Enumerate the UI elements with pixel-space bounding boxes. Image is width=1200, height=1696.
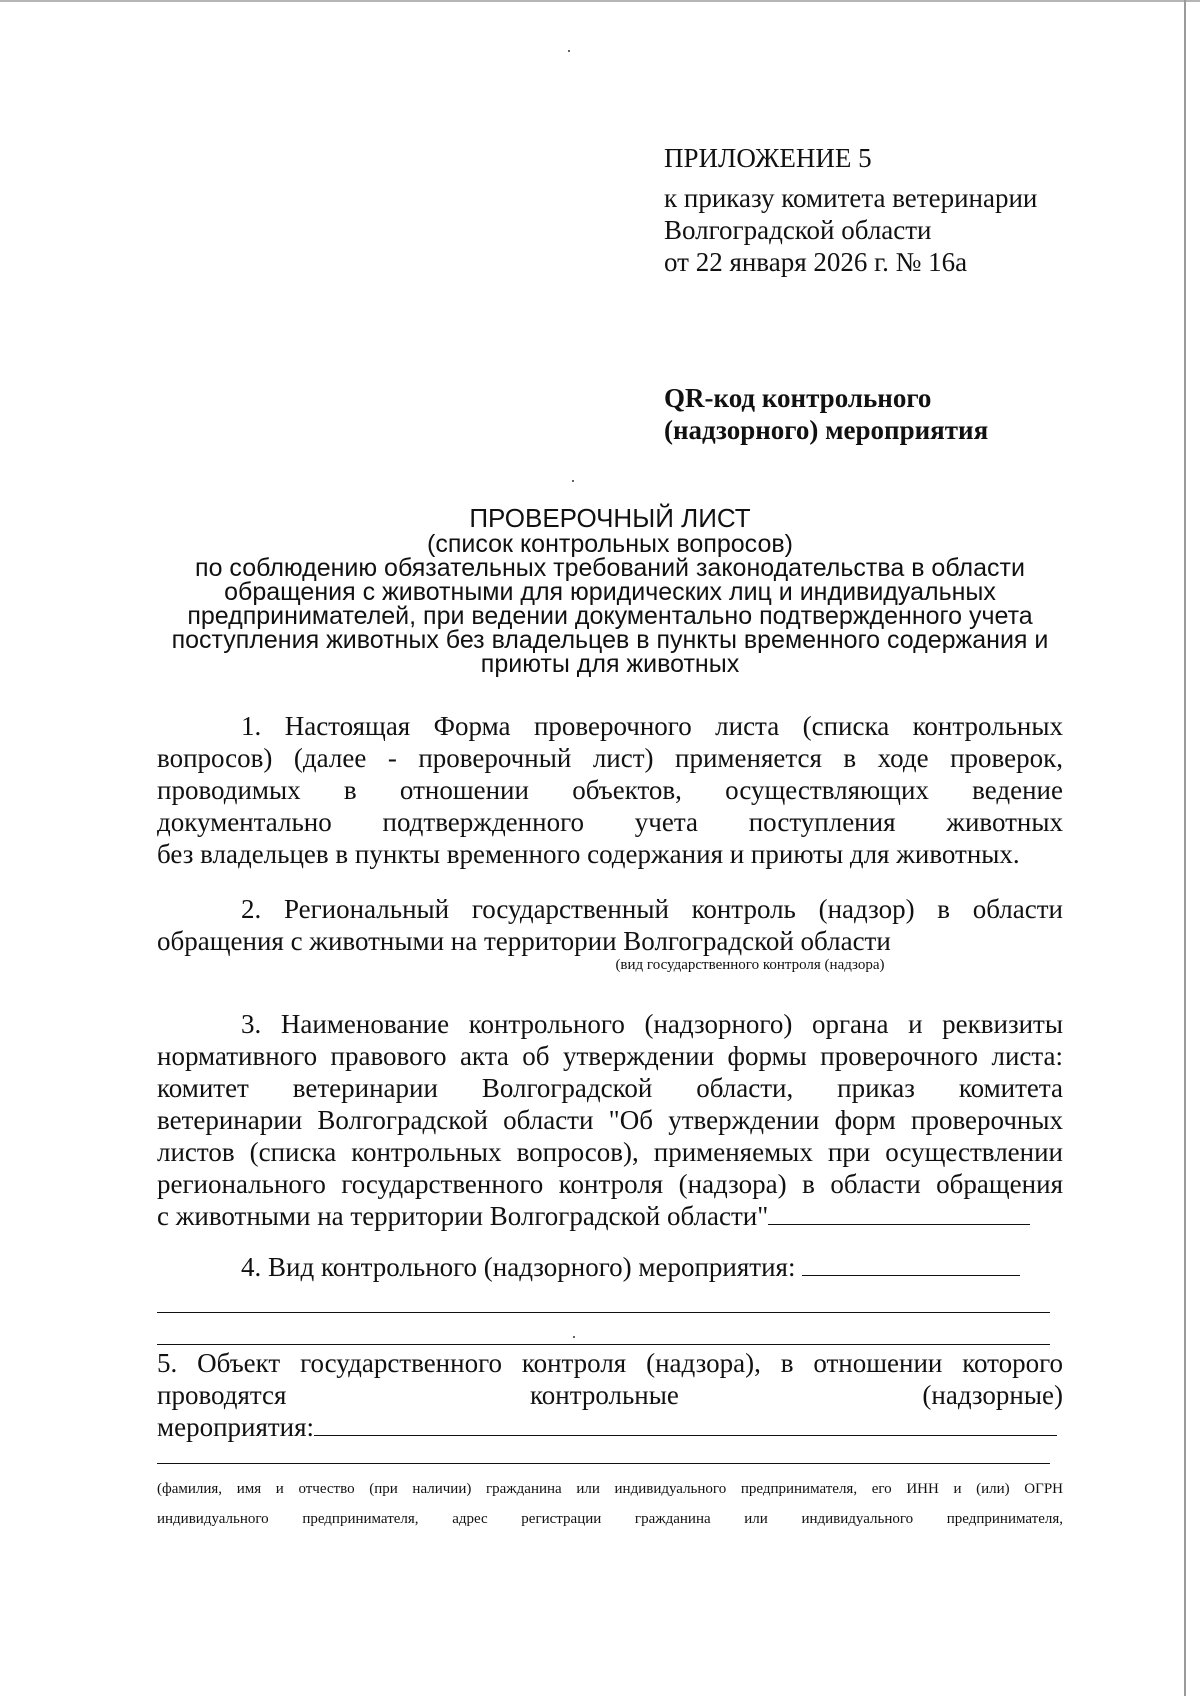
document-title-line: поступления животных без владельцев в пункты временного содержания и (171, 626, 1049, 654)
paragraph-text: мероприятия: (157, 1412, 315, 1442)
section-3 (157, 1008, 1063, 1232)
section-2 (157, 893, 1063, 974)
event-type-label: 4. Вид контрольного (надзорного) мероприятия: (241, 1252, 796, 1282)
paragraph-line: без владельцев в пункты временного содержания и приюты для животных. (157, 839, 1020, 869)
scan-top-edge (0, 0, 1200, 2)
document-title-line: (список контрольных вопросов) (427, 530, 793, 558)
appendix-header (664, 142, 1037, 278)
scan-speck (568, 50, 570, 52)
control-object-blank[interactable] (314, 1411, 1057, 1436)
scan-right-edge (1184, 0, 1186, 1696)
event-type-blank[interactable] (802, 1251, 1020, 1276)
paragraph-line: вопросов) (далее - проверочный лист) применяется в ходе проверок, (157, 743, 1063, 773)
appendix-line: от 22 января 2026 г. № 16а (664, 247, 968, 277)
section-4 (157, 1251, 1063, 1283)
control-type-caption: (вид государственного контроля (надзора) (615, 957, 885, 973)
paragraph-line: 5. Объект государственного контроля (надзора), в отношении которого (157, 1348, 1063, 1378)
appendix-title: ПРИЛОЖЕНИЕ 5 (664, 143, 872, 173)
paragraph-line-with-blank (157, 1200, 1063, 1232)
footnote-line: индивидуального предпринимателя, адрес регистрации гражданина или индивидуального предпринимателя, (157, 1511, 1063, 1527)
document-title-line: по соблюдению обязательных требований законодательства в области (195, 554, 1025, 582)
paragraph-text: с животными на территории Волгоградской области" (157, 1201, 769, 1231)
paragraph-line-with-blank (157, 1411, 1063, 1443)
document-title-line: предпринимателей, при ведении документально подтвержденного учета (187, 602, 1033, 630)
footnote-line: (фамилия, имя и отчество (при наличии) гражданина или индивидуального предпринимателя, его ИНН и (или) ОГРН (157, 1481, 1063, 1497)
paragraph-line: 1. Настоящая Форма проверочного листа (списка контрольных (241, 711, 1063, 741)
fill-in-rule[interactable] (157, 1344, 1050, 1345)
paragraph-line: проводимых в отношении объектов, осуществляющих ведение (157, 775, 1063, 805)
appendix-line: к приказу комитета ветеринарии (664, 183, 1038, 213)
paragraph-line: ветеринарии Волгоградской области "Об утверждении форм проверочных (157, 1105, 1063, 1135)
scan-speck (572, 480, 574, 482)
appendix-line: Волгоградской области (664, 215, 932, 245)
document-title-line: приюты для животных (480, 650, 740, 678)
fill-in-rule[interactable] (157, 1463, 1050, 1464)
paragraph-line: обращения с животными на территории Волгоградской области (157, 926, 891, 956)
section-5 (157, 1347, 1063, 1443)
paragraph-line: проводятся контрольные (надзорные) (157, 1380, 1063, 1410)
paragraph-line: регионального государственного контроля (надзора) в области обращения (157, 1169, 1063, 1199)
document-title-main: ПРОВЕРОЧНЫЙ ЛИСТ (469, 503, 751, 533)
paragraph-line-with-blank (157, 1251, 1063, 1283)
fill-in-blank[interactable] (768, 1200, 1030, 1225)
fill-in-rule[interactable] (157, 1312, 1050, 1313)
paragraph-line: нормативного правового акта об утверждении формы проверочного листа: (157, 1041, 1063, 1071)
footnote (157, 1474, 1063, 1534)
scan-speck (573, 1336, 575, 1338)
qr-caption-line: (надзорного) мероприятия (664, 415, 989, 445)
paragraph-line: документально подтвержденного учета поступления животных (157, 807, 1063, 837)
paragraph-line: комитет ветеринарии Волгоградской области, приказ комитета (157, 1073, 1063, 1103)
paragraph-line: 2. Региональный государственный контроль (надзор) в области (241, 894, 1063, 924)
qr-caption-line: QR-код контрольного (664, 383, 932, 413)
document-title (150, 504, 1070, 676)
paragraph-line: листов (списка контрольных вопросов), применяемых при осуществлении (157, 1137, 1063, 1167)
qr-code-caption (664, 382, 988, 446)
document-title-line: обращения с животными для юридических лиц и индивидуальных (224, 578, 996, 606)
paragraph-line: 3. Наименование контрольного (надзорного) органа и реквизиты (241, 1009, 1063, 1039)
section-1 (157, 710, 1063, 870)
